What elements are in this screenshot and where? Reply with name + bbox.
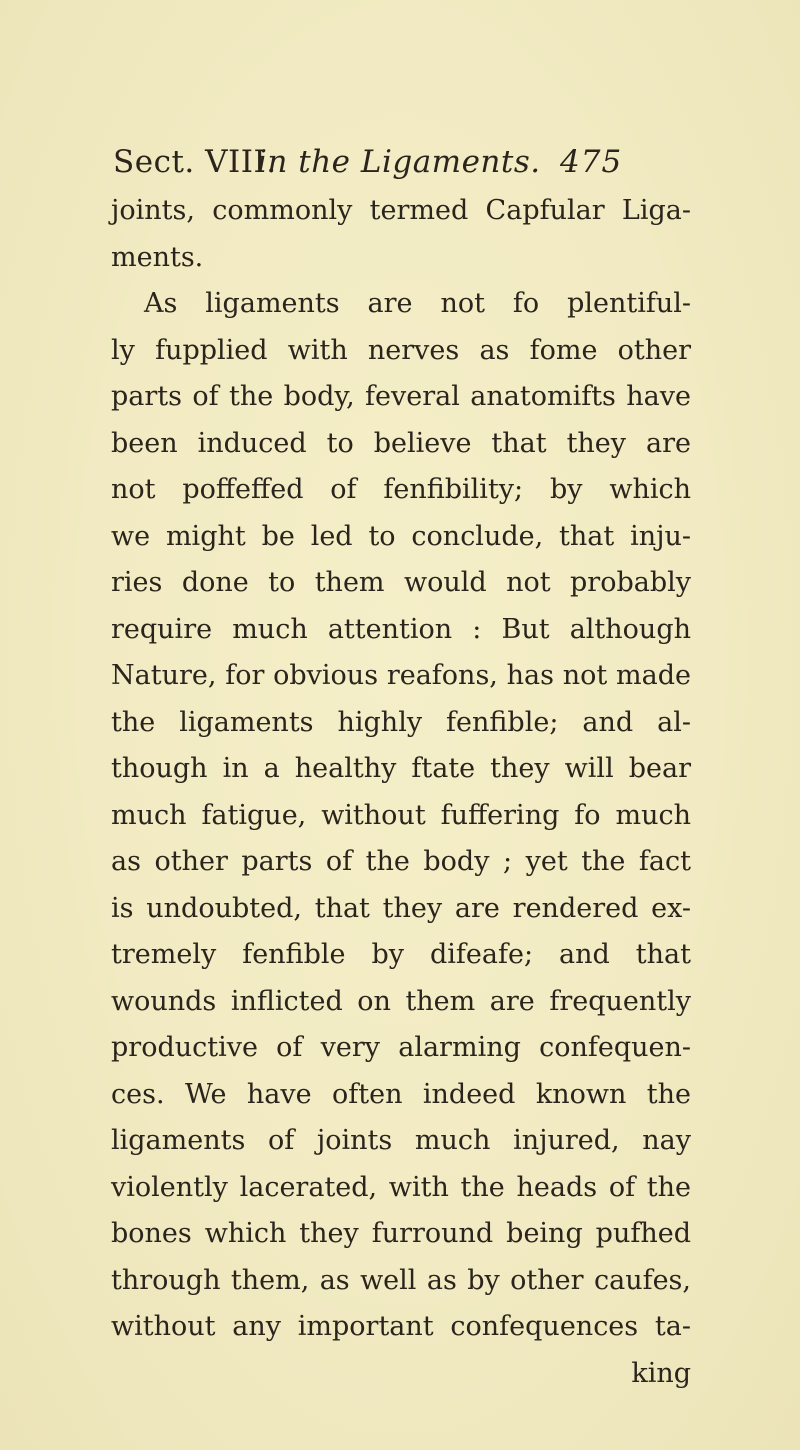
text-line: joints, commonly termed Capfular Liga-: [111, 195, 691, 226]
text-line: much fatigue, without fuffering fo much: [111, 799, 691, 831]
text-line: ly fupplied with nerves as fome other: [111, 334, 691, 366]
text-line: ligaments of joints much injured, nay: [111, 1125, 691, 1156]
text-line: tremely fenfible by difeafe; and that: [111, 939, 691, 970]
text-line: Nature, for obvious reafons, has not made: [111, 660, 691, 691]
body-text: [111, 188, 691, 1397]
text-line: through them, as well as by other caufes,: [111, 1264, 691, 1296]
text-line: ces. We have often indeed known the: [111, 1078, 691, 1110]
text-line: bones which they furround being pufhed: [111, 1218, 691, 1249]
text-line: we might be led to conclude, that inju-: [111, 520, 691, 552]
text-line: productive of very alarming confequen-: [111, 1032, 691, 1063]
text-line: as other parts of the body ; yet the fact: [111, 846, 691, 877]
text-line: without any important confequences ta-: [111, 1311, 691, 1342]
running-title: in the Ligaments.: [257, 144, 541, 180]
paragraph-first-line: As ligaments are not fo plentiful-: [144, 288, 691, 319]
section-label: Sect. VIII.: [113, 144, 277, 180]
text-line: ries done to them would not probably: [111, 567, 691, 598]
text-line: is undoubted, that they are rendered ex-: [111, 892, 691, 924]
text-line: wounds inflicted on them are frequently: [111, 985, 691, 1017]
running-header: [113, 140, 743, 184]
page-number: 475: [560, 144, 623, 180]
text-line: ments.: [111, 241, 204, 273]
text-line: violently lacerated, with the heads of the: [111, 1171, 691, 1203]
text-line: parts of the body, feveral anatomifts have: [111, 381, 691, 412]
text-line: though in a healthy ftate they will bear: [111, 753, 691, 784]
catchword: king: [631, 1357, 691, 1389]
text-line: require much attention : But although: [111, 613, 691, 645]
text-line: not poffeffed of fenfibility; by which: [111, 474, 691, 505]
text-line: the ligaments highly fenfible; and al-: [111, 706, 691, 738]
text-line: been induced to believe that they are: [111, 427, 691, 459]
